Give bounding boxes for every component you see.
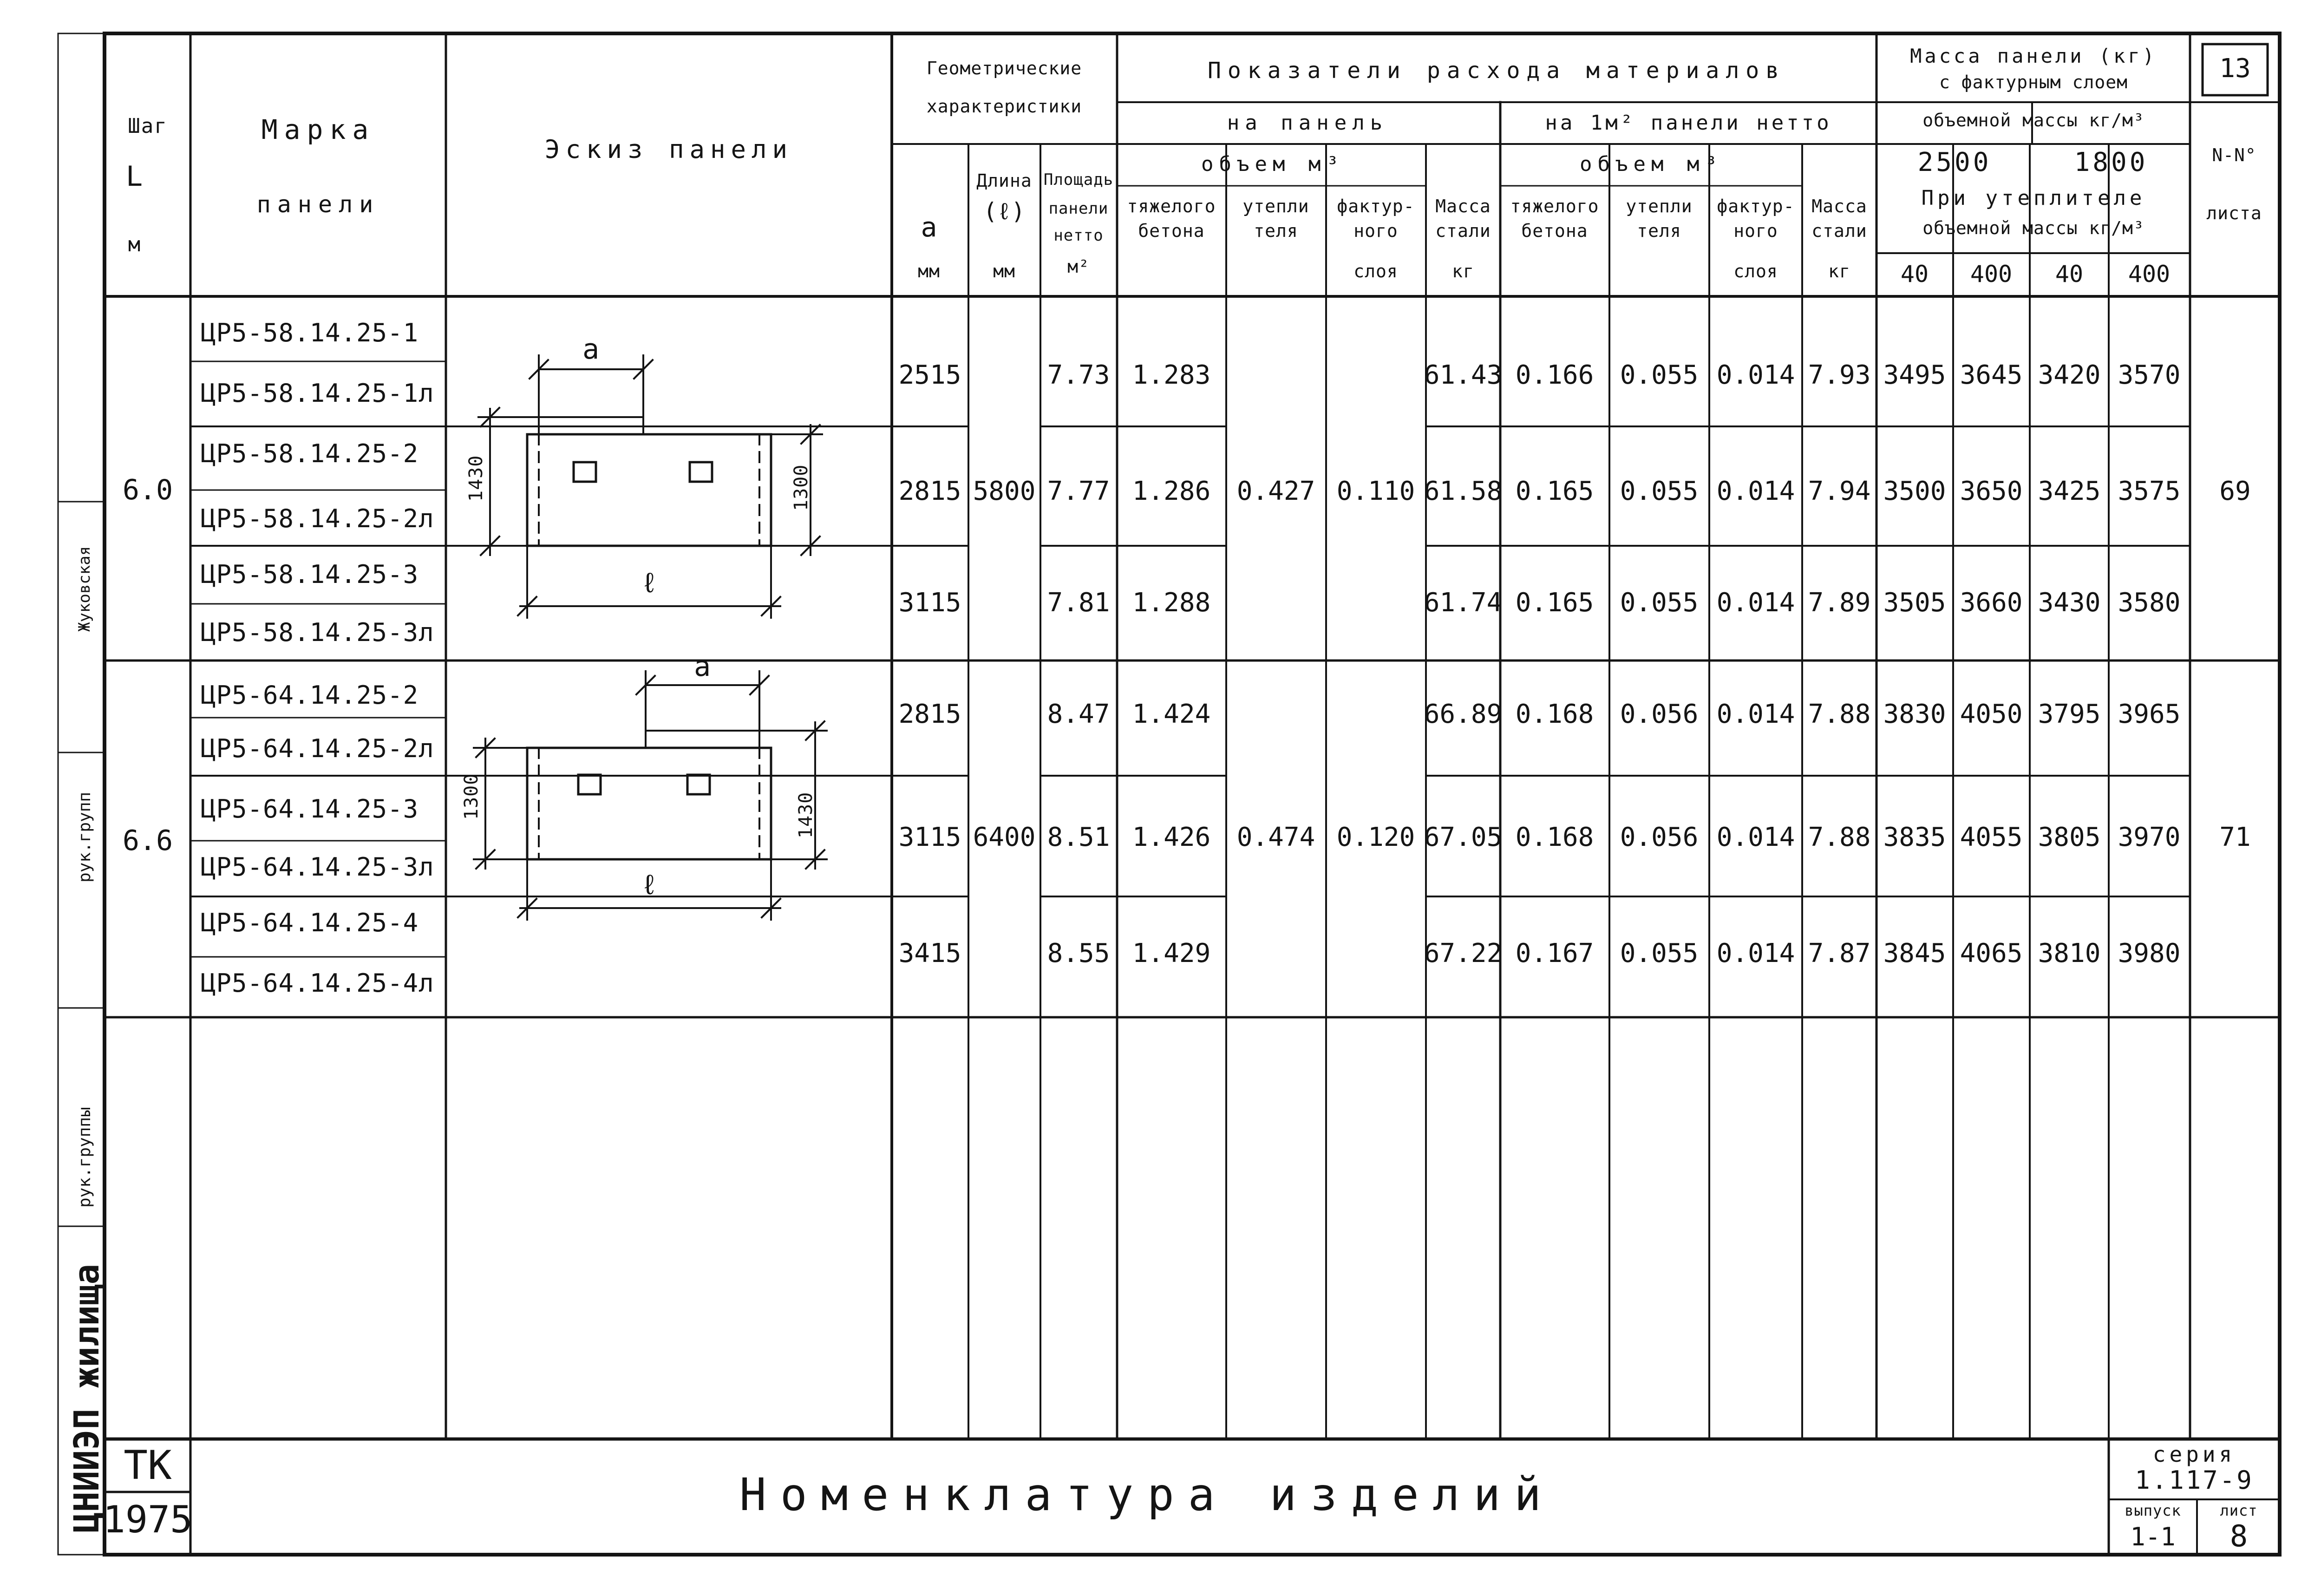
g2-r2-area: 8.51 <box>1047 822 1110 852</box>
insul-density-header-2: объемной массы кг/м³ <box>1922 218 2144 238</box>
length-col-unit: мм <box>993 261 1015 281</box>
stamp-issue-label: выпуск <box>2125 1502 2181 1519</box>
sketch1-dim-left: 1430 <box>465 455 487 502</box>
g2-length: 6400 <box>973 822 1036 852</box>
g1-sheet: 69 <box>2219 476 2251 506</box>
g2-r1-steel: 66.89 <box>1424 699 1503 729</box>
g1-r3-m2: 3660 <box>1960 588 2023 618</box>
g2-r3-steel-m2: 7.87 <box>1808 938 1871 968</box>
volume-header-panel: объем м³ <box>1201 152 1344 176</box>
g1-r2-insul-m2: 0.055 <box>1620 476 1699 506</box>
g1-r3-steel: 61.74 <box>1424 588 1503 618</box>
concrete-m2-header-2: бетона <box>1521 221 1588 241</box>
facing-header-2: ного <box>1353 221 1398 241</box>
mark-header-2: панели <box>256 191 380 218</box>
g2-r3-concrete-m2: 0.167 <box>1515 938 1594 968</box>
insul-m2-header-1: утепли <box>1626 196 1693 216</box>
g2-r3-concrete: 1.429 <box>1132 938 1211 968</box>
g1-r1-concrete-m2: 0.166 <box>1515 360 1594 390</box>
g2-r1-m4: 3965 <box>2118 699 2181 729</box>
stamp-list: 8 <box>2229 1519 2248 1554</box>
g2-r1-m1: 3830 <box>1883 699 1946 729</box>
g2-r3-facing-m2: 0.014 <box>1716 938 1795 968</box>
g1-r1-concrete: 1.283 <box>1132 360 1211 390</box>
sketch1-label-l: ℓ <box>641 567 658 599</box>
g1-r2-m1: 3500 <box>1883 476 1946 506</box>
g2-r2-concrete: 1.426 <box>1132 822 1211 852</box>
mark-header-1: Марка <box>261 114 375 145</box>
g2-r1-concrete-m2: 0.168 <box>1515 699 1594 729</box>
facing-m2-header-2: ного <box>1733 221 1778 241</box>
g2-r1-m3: 3795 <box>2038 699 2101 729</box>
sub-density-1: 40 <box>1900 261 1929 288</box>
steel-m2-header-1: Масса <box>1811 196 1867 216</box>
density-1800: 1800 <box>2074 147 2148 177</box>
sketch2-label-l: ℓ <box>641 869 658 901</box>
mark-g1-r1-a: ЦР5-58.14.25-1 <box>201 318 419 347</box>
facing-m2-header-3: слоя <box>1733 261 1778 281</box>
mark-g1-r2-b: ЦР5-58.14.25-2л <box>201 504 434 533</box>
concrete-header-2: бетона <box>1138 221 1205 241</box>
stamp-issue: 1-1 <box>2130 1522 2176 1551</box>
sketch1-label-a: a <box>582 333 600 366</box>
facing-header-1: фактур- <box>1337 196 1415 216</box>
g1-r2-concrete-m2: 0.165 <box>1515 476 1594 506</box>
insul-density-header-1: При утеплителе <box>1921 186 2146 210</box>
sheet-no-header-1: N-N° <box>2212 145 2256 165</box>
g2-r3-m4: 3980 <box>2118 938 2181 968</box>
mark-g1-r2-a: ЦР5-58.14.25-2 <box>201 439 419 468</box>
g1-r1-m3: 3420 <box>2038 360 2101 390</box>
g1-r1-area: 7.73 <box>1047 360 1110 390</box>
length-col-symbol: (ℓ) <box>983 198 1026 225</box>
g1-r3-m4: 3580 <box>2118 588 2181 618</box>
g2-r3-a: 3415 <box>898 938 961 968</box>
step-header-1: Шаг <box>128 114 168 138</box>
g1-r3-a: 3115 <box>898 588 961 618</box>
panel-mass-header-2: с фактурным слоем <box>1939 72 2128 92</box>
g2-r2-a: 3115 <box>898 822 961 852</box>
per-m2-header: на 1м² панели нетто <box>1545 111 1832 135</box>
mark-g1-r3-b: ЦР5-58.14.25-3л <box>201 618 434 647</box>
side-name: Жуковская <box>75 546 94 632</box>
g1-length: 5800 <box>973 476 1036 506</box>
a-col-unit: мм <box>918 261 940 281</box>
steel-m2-header-3: кг <box>1828 261 1850 281</box>
sketch-header: Эскиз панели <box>544 135 793 164</box>
side-group-head-1: рук.группы <box>75 1107 94 1208</box>
g1-r1-a: 2515 <box>898 360 961 390</box>
g2-r1-area: 8.47 <box>1047 699 1110 729</box>
g1-r3-steel-m2: 7.89 <box>1808 588 1871 618</box>
g2-r2-m1: 3835 <box>1883 822 1946 852</box>
g2-r3-m3: 3810 <box>2038 938 2101 968</box>
area-col-unit: м² <box>1067 256 1090 277</box>
g2-r3-insul-m2: 0.055 <box>1620 938 1699 968</box>
step-value-1: 6.0 <box>122 474 173 506</box>
g1-r3-facing-m2: 0.014 <box>1716 588 1795 618</box>
steel-header-2: стали <box>1435 221 1491 241</box>
stamp-series-label: серия <box>2152 1442 2236 1467</box>
insul-header-2: теля <box>1254 221 1298 241</box>
g1-r1-m1: 3495 <box>1883 360 1946 390</box>
sheet-no-header-2: листа <box>2206 203 2262 223</box>
density-2500: 2500 <box>1917 147 1992 177</box>
g2-r2-steel: 67.05 <box>1424 822 1503 852</box>
g2-r1-a: 2815 <box>898 699 961 729</box>
g1-r2-m2: 3650 <box>1960 476 2023 506</box>
g1-r3-area: 7.81 <box>1047 588 1110 618</box>
g2-r1-insul-m2: 0.056 <box>1620 699 1699 729</box>
mark-g2-r3-a: ЦР5-64.14.25-4 <box>201 908 419 937</box>
g1-r3-m1: 3505 <box>1883 588 1946 618</box>
g2-r2-concrete-m2: 0.168 <box>1515 822 1594 852</box>
g2-r1-m2: 4050 <box>1960 699 2023 729</box>
concrete-header-1: тяжелого <box>1127 196 1216 216</box>
panel-mass-header-1: Масса панели (кг) <box>1910 45 2157 67</box>
g1-r1-steel-m2: 7.93 <box>1808 360 1871 390</box>
g1-r1-facing-m2: 0.014 <box>1716 360 1795 390</box>
facing-header-3: слоя <box>1353 261 1398 281</box>
mark-g2-r3-b: ЦР5-64.14.25-4л <box>201 968 434 998</box>
g1-r2-steel: 61.58 <box>1424 476 1503 506</box>
g1-r3-m3: 3430 <box>2038 588 2101 618</box>
g1-r1-m4: 3570 <box>2118 360 2181 390</box>
mark-g2-r1-b: ЦР5-64.14.25-2л <box>201 734 434 763</box>
facing-m2-header-1: фактур- <box>1717 196 1795 216</box>
g2-r2-insul-m2: 0.056 <box>1620 822 1699 852</box>
geom-header-2: характеристики <box>926 96 1082 117</box>
area-col-header-1: Площадь <box>1043 170 1114 189</box>
g2-r2-m2: 4055 <box>1960 822 2023 852</box>
side-org-label: ЦНИИЭП жилища <box>67 1263 107 1533</box>
area-col-header-3: нетто <box>1053 226 1104 245</box>
g2-insulation: 0.474 <box>1236 822 1315 852</box>
g2-r2-steel-m2: 7.88 <box>1808 822 1871 852</box>
materials-header: Показатели расхода материалов <box>1207 58 1786 84</box>
mark-g2-r2-a: ЦР5-64.14.25-3 <box>201 794 419 824</box>
stamp-list-label: лист <box>2220 1502 2258 1519</box>
g2-r3-area: 8.55 <box>1047 938 1110 968</box>
sub-density-4: 400 <box>2128 261 2171 288</box>
mark-g1-r1-b: ЦР5-58.14.25-1л <box>201 379 434 408</box>
side-group-head-2: рук.групп <box>75 791 94 883</box>
g1-r2-concrete: 1.286 <box>1132 476 1211 506</box>
g2-r1-facing-m2: 0.014 <box>1716 699 1795 729</box>
g1-r2-m4: 3575 <box>2118 476 2181 506</box>
steel-m2-header-2: стали <box>1811 221 1867 241</box>
step-header-3: м <box>128 233 142 256</box>
stamp-series: 1.117-9 <box>2135 1465 2254 1495</box>
g2-facing: 0.120 <box>1336 822 1415 852</box>
a-col-header: a <box>921 211 937 243</box>
g1-insulation: 0.427 <box>1236 476 1315 506</box>
g1-r3-concrete: 1.288 <box>1132 588 1211 618</box>
g1-facing: 0.110 <box>1336 476 1415 506</box>
sub-density-3: 40 <box>2055 261 2084 288</box>
g2-sheet: 71 <box>2219 822 2251 852</box>
step-value-2: 6.6 <box>122 824 173 857</box>
g2-r3-m2: 4065 <box>1960 938 2023 968</box>
g2-r1-steel-m2: 7.88 <box>1808 699 1871 729</box>
stamp-org: ТК <box>124 1442 172 1489</box>
sketch1-dim-right: 1300 <box>791 464 812 511</box>
g1-r2-a: 2815 <box>898 476 961 506</box>
steel-header-3: кг <box>1452 261 1474 281</box>
g1-r3-insul-m2: 0.055 <box>1620 588 1699 618</box>
volume-header-m2: объем м³ <box>1580 152 1723 176</box>
g1-r2-steel-m2: 7.94 <box>1808 476 1871 506</box>
g1-r3-concrete-m2: 0.165 <box>1515 588 1594 618</box>
mark-g1-r3-a: ЦР5-58.14.25-3 <box>201 560 419 589</box>
g2-r2-m3: 3805 <box>2038 822 2101 852</box>
sub-density-2: 400 <box>1970 261 2013 288</box>
stamp-title: Номенклатура изделий <box>739 1469 1555 1521</box>
steel-header-1: Масса <box>1435 196 1491 216</box>
stamp-year: 1975 <box>103 1498 193 1541</box>
insul-m2-header-2: теля <box>1637 221 1681 241</box>
sketch2-dim-right: 1430 <box>795 791 817 838</box>
insul-header-1: утепли <box>1242 196 1309 216</box>
mark-g2-r2-b: ЦР5-64.14.25-3л <box>201 852 434 882</box>
length-col-header: Длина <box>976 170 1032 191</box>
sketch2-dim-left: 1300 <box>461 773 482 820</box>
g2-r2-facing-m2: 0.014 <box>1716 822 1795 852</box>
area-col-header-2: панели <box>1048 199 1109 218</box>
step-header-2: L <box>125 160 144 193</box>
g2-r1-concrete: 1.424 <box>1132 699 1211 729</box>
g1-r2-area: 7.77 <box>1047 476 1110 506</box>
g1-r2-m3: 3425 <box>2038 476 2101 506</box>
g2-r3-m1: 3845 <box>1883 938 1946 968</box>
sheet-number: 13 <box>2219 53 2251 84</box>
sketch2-label-a: a <box>693 650 711 683</box>
concrete-m2-header-1: тяжелого <box>1510 196 1599 216</box>
geom-header-1: Геометрические <box>926 58 1082 78</box>
per-panel-header: на панель <box>1227 111 1388 135</box>
g1-r1-m2: 3645 <box>1960 360 2023 390</box>
g1-r1-steel: 61.43 <box>1424 360 1503 390</box>
g1-r2-facing-m2: 0.014 <box>1716 476 1795 506</box>
panel-mass-header-3: объемной массы кг/м³ <box>1922 110 2144 131</box>
g2-r3-steel: 67.22 <box>1424 938 1503 968</box>
g2-r2-m4: 3970 <box>2118 822 2181 852</box>
g1-r1-insul-m2: 0.055 <box>1620 360 1699 390</box>
mark-g2-r1-a: ЦР5-64.14.25-2 <box>201 680 419 710</box>
